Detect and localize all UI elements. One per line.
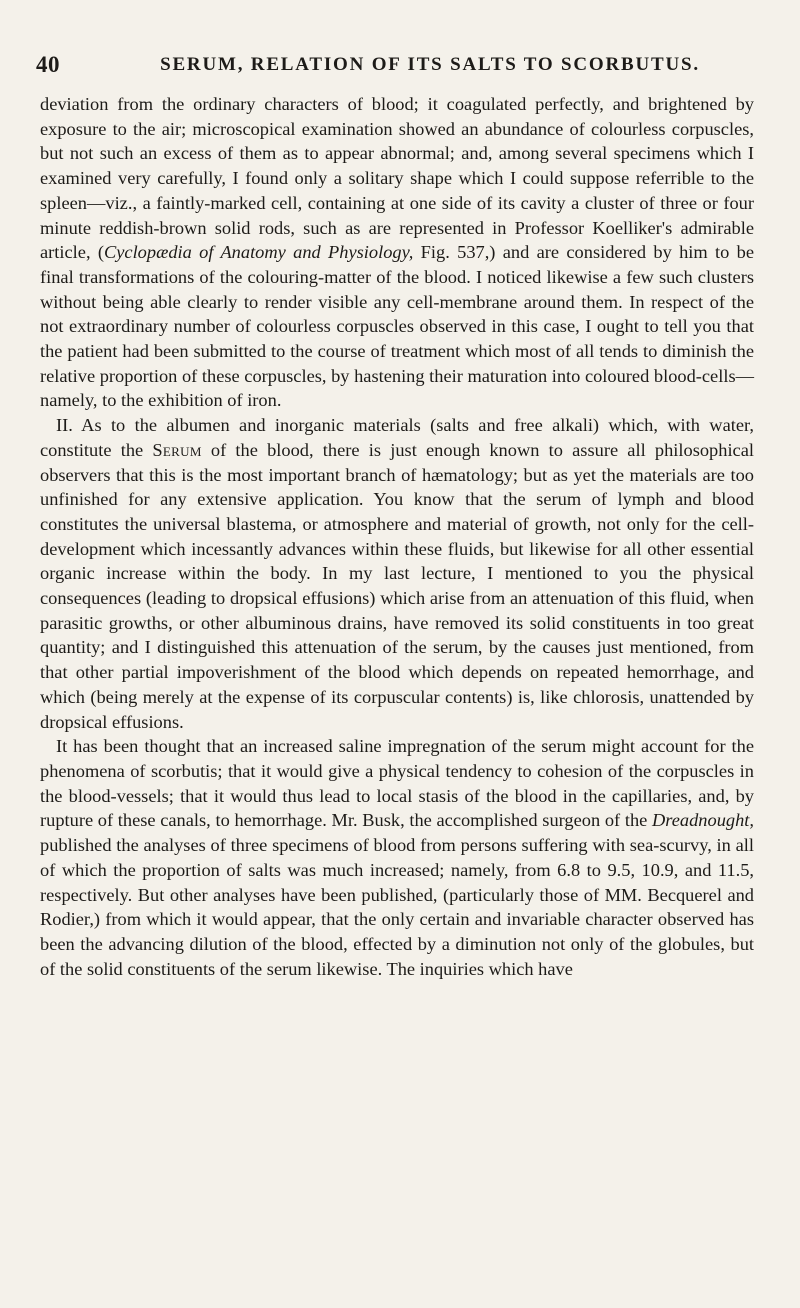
paragraph-3-text-b: published the analyses of three specimens of blood from persons suffering with sea-scurvy, in all of which the proportion of salts was much increased; namely, from 6.8 to 9.5, 10.9, and 11.5, respectively. But other analyses have been published, (particularly those of MM. Becquerel and Rodier,) from which it would appear, that the only certain and invariable character observed has been the advancing dilution of the blood, effected by a diminution not only of the globules, but of the solid constituents of the serum likewise. The inquiries which have bbox=[40, 835, 754, 979]
page-header bbox=[0, 52, 800, 92]
paragraph-3-italic-ship-name: Dreadnought, bbox=[652, 810, 754, 831]
paragraph-2-text-b: of the blood, there is just enough known to assure all philosophical observers that this is the most important branch of hæmatology; but as yet the materials are too unfinished for any extensive application. You know that the serum of lymph and blood constitutes the universal blastema, or atmosphere and material of growth, not only for the cell-development which incessantly advances within these fluids, but likewise for all other essential organic increase within the body. In my last lecture, I mentioned to you the physical consequences (leading to dropsical effusions) which arise from an attenuation of this fluid, when parasitic growths, or other albuminous drains, have removed its solid constituents in too great quantity; and I distinguished this attenuation of the serum, by the causes just mentioned, from that other partial impoverishment of the blood which depends on repeated hemorrhage, and which (being merely at the expense of its corpuscular contents) is, like chlorosis, unattended by dropsical effusions. bbox=[40, 439, 754, 732]
paragraph-3-text-a: It has been thought that an increased saline impregnation of the serum might account for the phenomena of scorbutis; that it would give a physical tendency to cohesion of the corpuscles in the blood-vessels; that it would thus lead to local stasis of the blood in the capillaries, and, by rupture of these canals, to hemorrhage. Mr. Busk, the accomplished surgeon of the bbox=[40, 736, 754, 831]
paragraph-2-text-a: II. As to the albumen and inorganic materials (salts and free alkali) which, with water, constitute the bbox=[40, 415, 754, 460]
paragraph-2 bbox=[40, 413, 754, 734]
paragraph-1-text-a: deviation from the ordinary characters of blood; it coagulated perfectly, and brightened by exposure to the air; microscopical examination showed an abundance of colourless corpuscles, but not such an excess of them as to appear abnormal; and, among several specimens which I examined very carefully, I found only a solitary shape which I could suppose referrible to the spleen—viz., a faintly-marked cell, containing at one side of its cavity a cluster of three or four minute reddish-brown solid rods, such as are represented in Professor Koelliker's admirable article, ( bbox=[40, 94, 754, 263]
running-title: SERUM, RELATION OF ITS SALTS TO SCORBUTUS. bbox=[160, 54, 700, 75]
paragraph-2-smallcaps-term: Serum bbox=[152, 439, 202, 460]
paragraph-1 bbox=[40, 92, 754, 413]
paragraph-1-text-b: Fig. 537,) and are considered by him to be final transformations of the colouring-matter of the blood. I noticed likewise a few such clusters without being able clearly to render visible any cell-membrane around them. In respect of the not extraordinary number of colourless corpuscles observed in this case, I ought to tell you that the patient had been submitted to the course of treatment which most of all tends to diminish the relative proportion of these corpuscles, by hastening their maturation into coloured blood-cells—namely, to the exhibition of iron. bbox=[40, 242, 754, 411]
paragraph-1-italic-citation: Cyclopædia of Anatomy and Physiology, bbox=[103, 242, 414, 263]
page-number: 40 bbox=[36, 52, 60, 77]
body-text bbox=[40, 92, 754, 981]
paragraph-3 bbox=[40, 734, 754, 981]
